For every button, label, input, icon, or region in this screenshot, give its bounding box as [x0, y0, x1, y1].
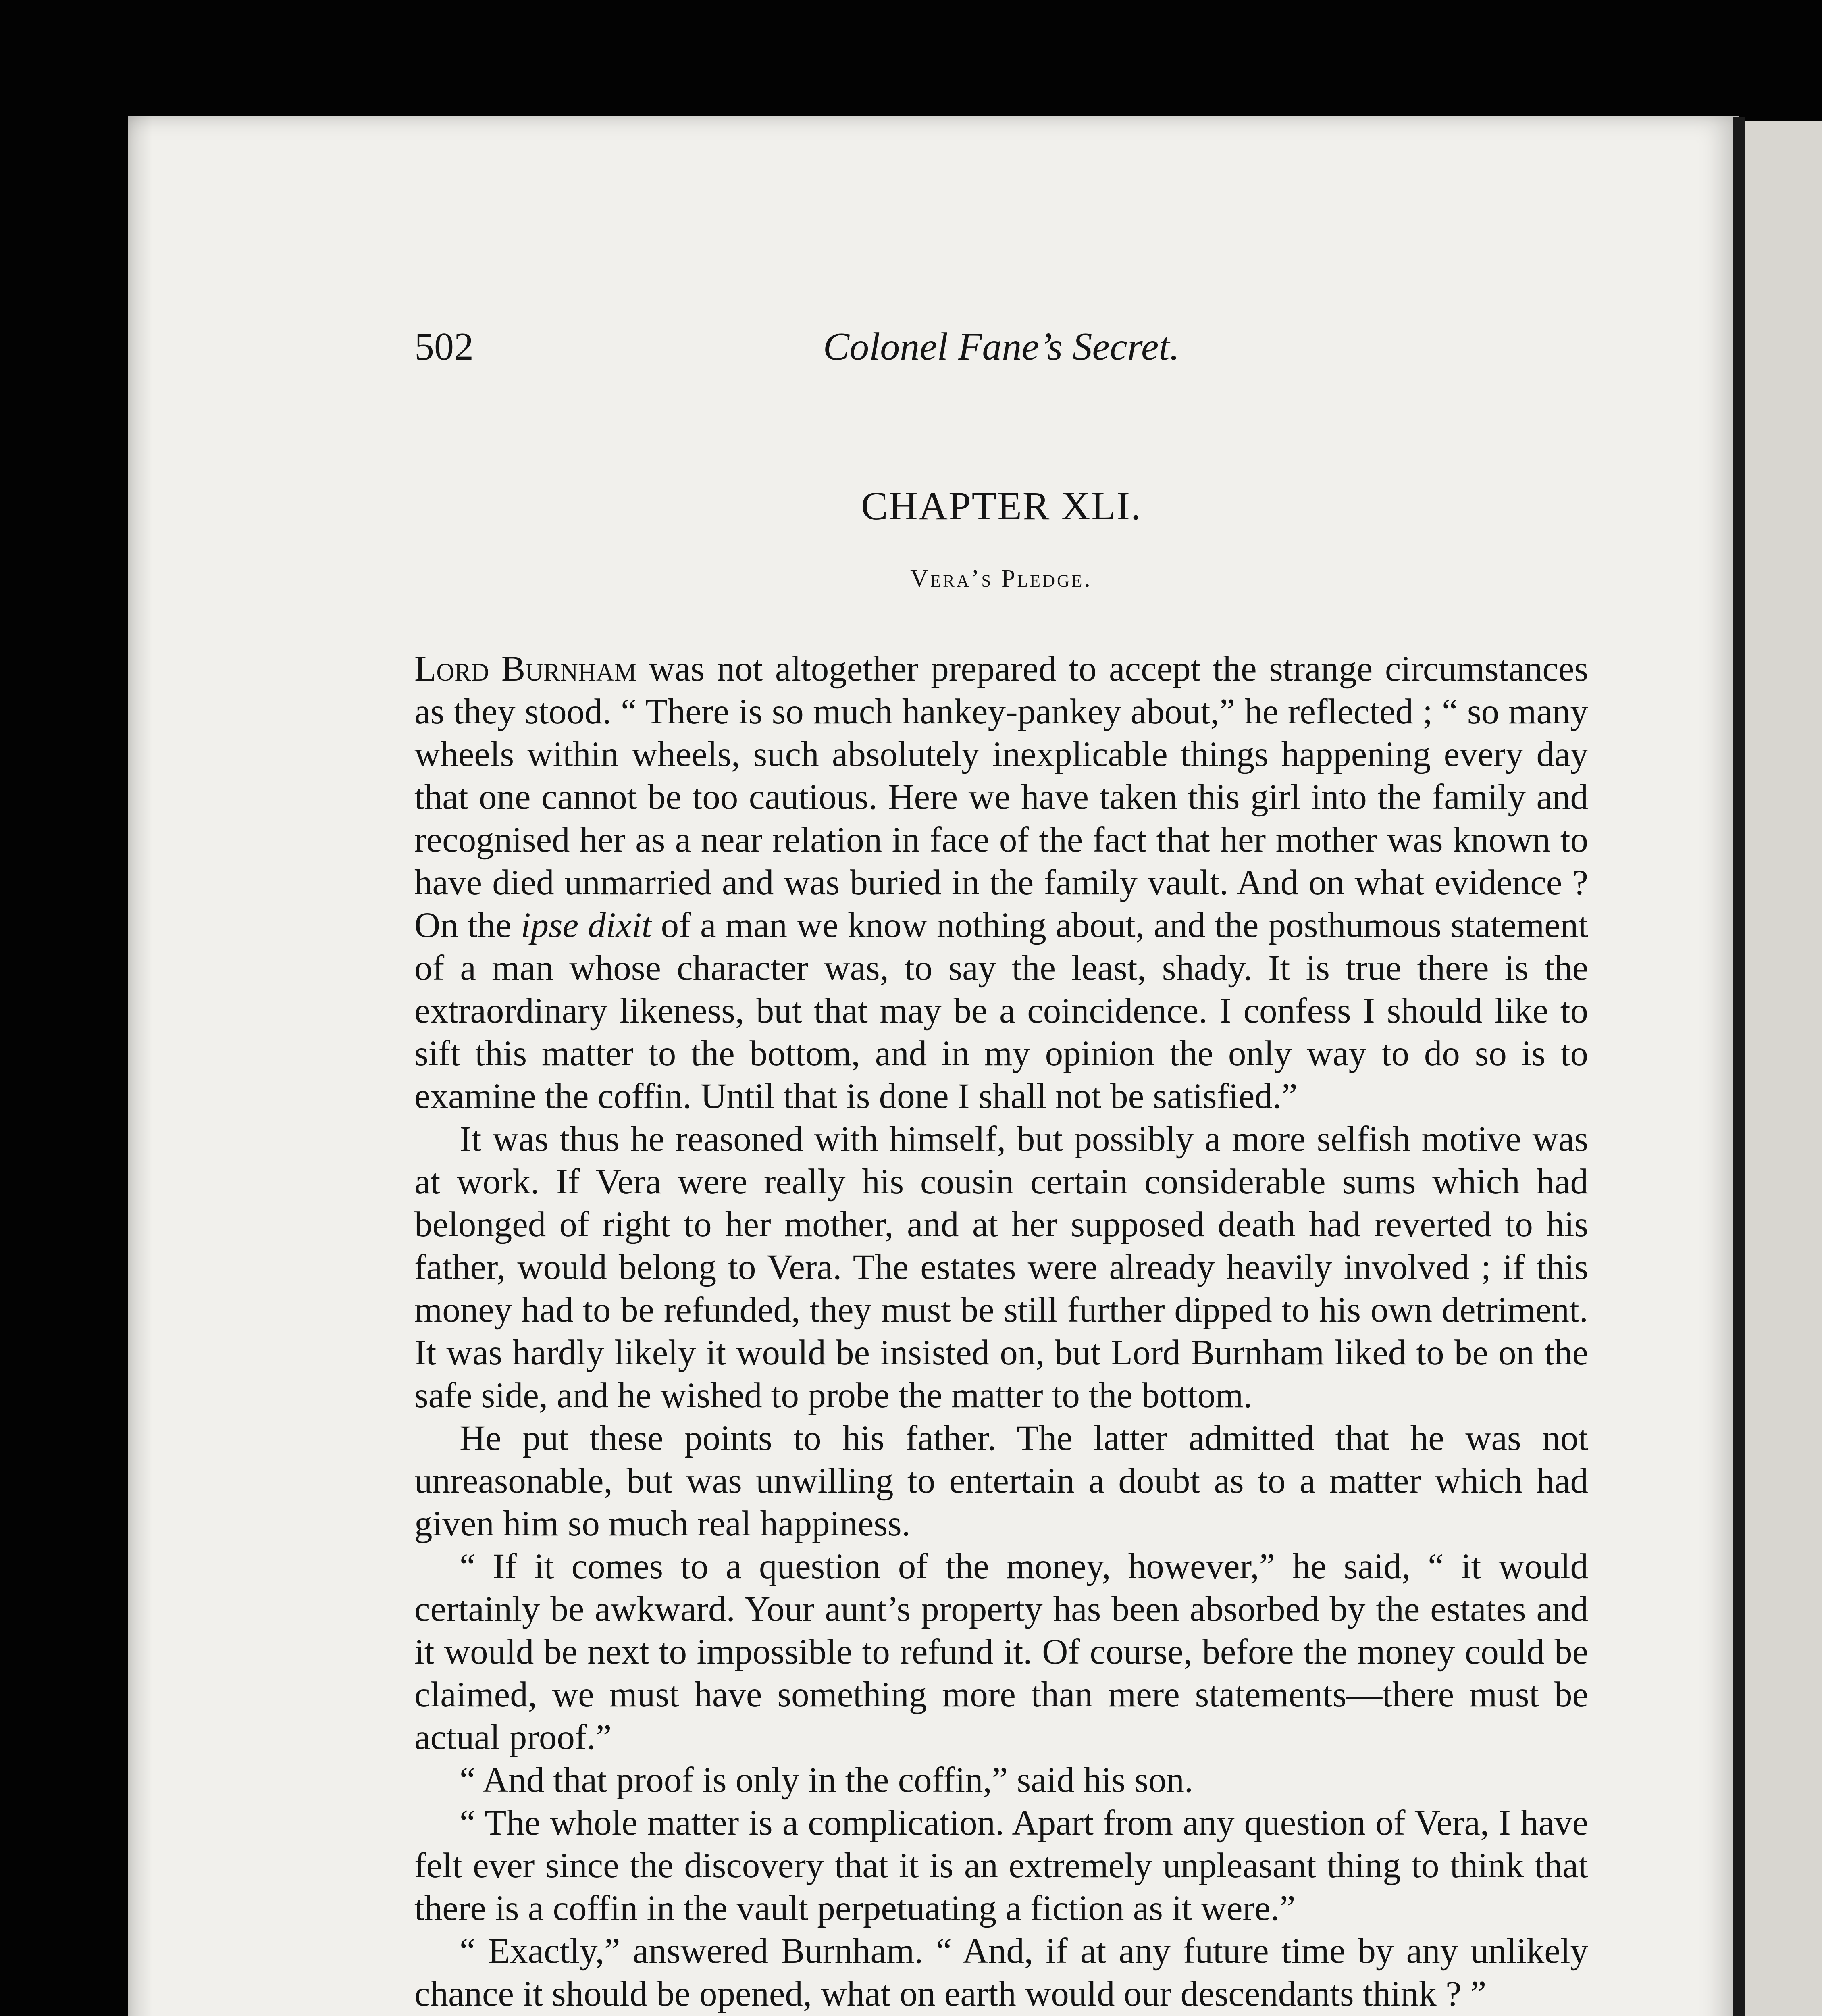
opening-small-caps: Lord Burnham — [414, 649, 636, 689]
paragraph-text: of a man we know nothing about, and the posthumous statement of a man whose character was, to say the least, shady. It is true there is the extraordinary likeness, but that may be a coincidence. I confess I should like to sift this matter to the bottom, and in my opinion the only way to do so is to examine the coffin. Until that is done I shall not be satisfied.” — [414, 906, 1588, 1116]
running-title: Colonel Fane’s Secret. — [823, 325, 1180, 369]
paragraph: “ And that proof is only in the coffin,” said his son. — [460, 1760, 1194, 1800]
page-shadow — [128, 116, 152, 2016]
next-page-edge — [1745, 121, 1822, 2016]
page-header — [414, 319, 1588, 375]
chapter-subtitle: Vera’s Pledge. — [910, 565, 1092, 592]
paragraph: “ The whole matter is a complication. Apart from any question of Vera, I have felt ever since the discovery that it is an extremely unpleasant thing to think that there is a coffin in the vault perpetuating a fiction as it were.” — [414, 1803, 1588, 1928]
paragraph: It was thus he reasoned with himself, but possibly a more selfish motive was at work. If Vera were really his cousin certain considerable sums which had belonged of right to her mother, and at her supposed death had reverted to his father, would belong to Vera. The estates were already heavily involved ; if this money had to be refunded, they must be still further dipped to his own detriment. It was hardly likely it would be insisted on, but Lord Burnham liked to be on the safe side, and he wished to probe the matter to the bottom. — [414, 1119, 1588, 1415]
paragraph: “ Exactly,” answered Burnham. “ And, if at any future time by any unlikely chance it should be opened, what on earth would our descendants think ? ” — [414, 1931, 1588, 2014]
page-gutter — [1733, 117, 1745, 2016]
page-number: 502 — [414, 325, 474, 369]
paragraph: He put these points to his father. The latter admitted that he was not unreasonable, but was unwilling to entertain a doubt as to a matter which had given him so much real happiness. — [414, 1418, 1588, 1543]
chapter-title: CHAPTER XLI. — [861, 483, 1142, 528]
body-text — [414, 648, 1588, 2016]
paragraph-text: was not altogether prepared to accept the strange circumstances as they stood. “ There is so much hankey-pankey about,” he reflected ; “ so many wheels within wheels, such absolutely inexplicable things happening every day that one cannot be too cautious. Here we have taken this girl into the family and recognised her as a near relation in face of the fact that her mother was known to have died unmarried and was buried in the family vault. And on what evidence ? On the — [414, 649, 1589, 945]
paragraph: “ If it comes to a question of the money, however,” he said, “ it would certainly be awkward. Your aunt’s property has been absorbed by the estates and it would be next to impossible to refund it. Of course, before the money could be claimed, we must have something more than mere statements—there must be actual proof.” — [414, 1547, 1588, 1757]
italic-phrase: ipse dixit — [520, 906, 652, 945]
paragraph — [414, 648, 1588, 1118]
